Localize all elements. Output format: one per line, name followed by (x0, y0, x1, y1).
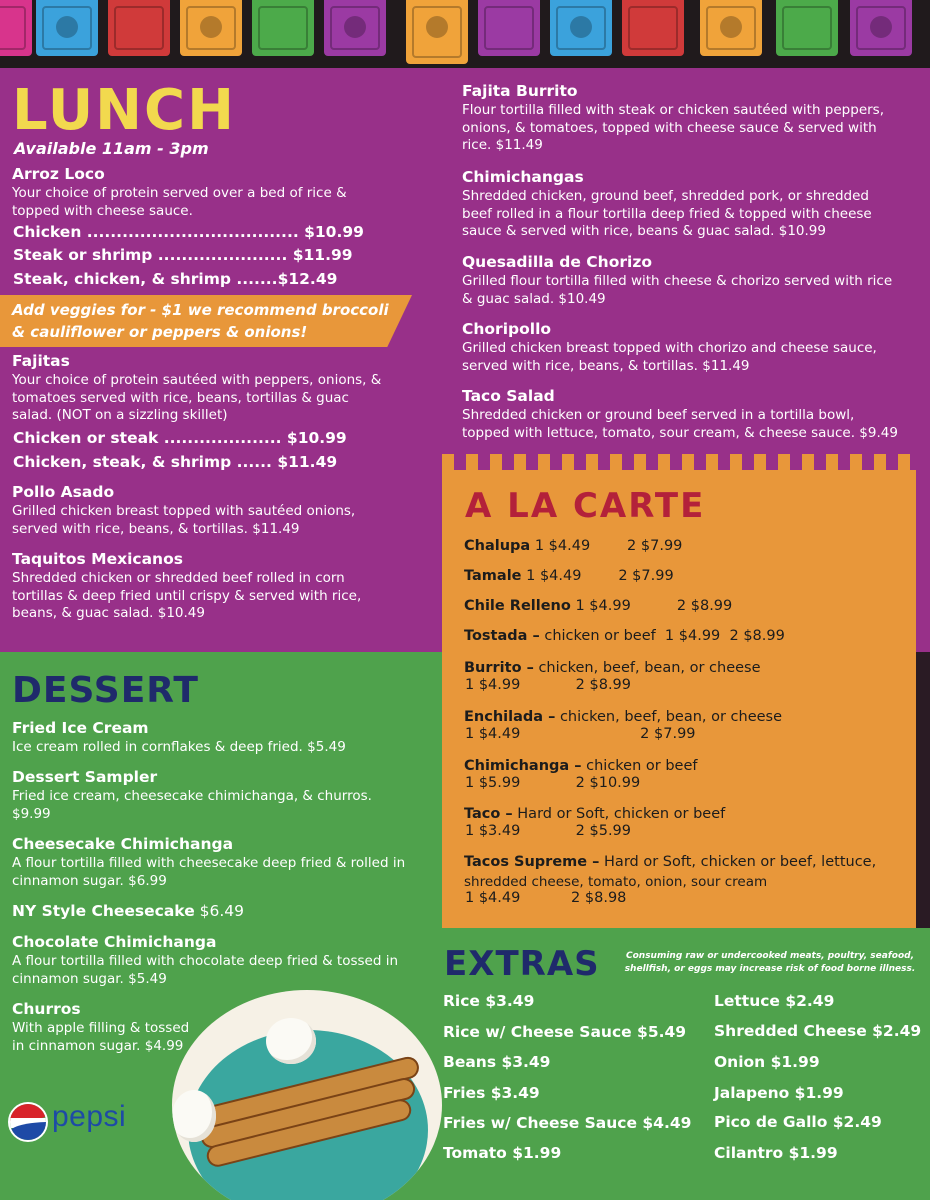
papel-flag (36, 0, 98, 56)
papel-flag (478, 0, 540, 56)
dessert-title: DESSERT (12, 670, 199, 711)
lunch-hours: Available 11am - 3pm (14, 139, 209, 158)
papel-flag (324, 0, 386, 56)
dessert-item-name: Fried Ice Cream (12, 719, 149, 737)
lunch-item-name: Taco Salad (462, 387, 555, 405)
arroz-loco-price: Steak or shrimp ...................... $11.99 (13, 246, 353, 264)
fajitas-price: Chicken, steak, & shrimp ...... $11.49 (13, 453, 338, 471)
taquitos-name: Taquitos Mexicanos (12, 550, 183, 568)
lunch-item-name: Choripollo (462, 320, 552, 338)
dessert-item-desc: A flour tortilla filled with chocolate deep fried & tossed in cinnamon sugar. $5.49 (12, 953, 399, 987)
carte-item-detail: chicken, beef, bean, or cheese (555, 709, 783, 725)
dessert-item-name: Cheesecake Chimichanga (12, 835, 234, 853)
fajitas-name: Fajitas (12, 352, 70, 370)
carte-item-name: Taco – (464, 806, 513, 822)
carte-item-prices: 1 $5.99 2 $10.99 (465, 775, 641, 791)
lunch-title: LUNCH (12, 78, 236, 143)
carte-item-prices: 1 $4.99 2 $8.99 (575, 598, 733, 614)
carte-item-detail: shredded cheese, tomato, onion, sour cream (464, 874, 768, 890)
lunch-item-name: Quesadilla de Chorizo (462, 253, 652, 271)
lunch-item-desc: Shredded chicken or ground beef served in a tortilla bowl, topped with lettuce, tomato, sour cream, & cheese sauce. $9.49 (462, 407, 898, 441)
carte-item (464, 628, 785, 644)
papel-flag (550, 0, 612, 56)
papel-flag (0, 0, 32, 56)
extra-item: Jalapeno $1.99 (714, 1084, 844, 1102)
carte-item (464, 854, 876, 870)
pollo-asado-name: Pollo Asado (12, 483, 115, 501)
papel-flag (700, 0, 762, 56)
papel-flag (252, 0, 314, 56)
dessert-item-name: Dessert Sampler (12, 768, 158, 786)
dessert-item-name: NY Style Cheesecake (12, 902, 195, 920)
carte-item (464, 806, 725, 822)
pepsi-wordmark: pepsi (52, 1100, 127, 1133)
dessert-item (12, 902, 244, 920)
carte-item-name: Burrito – (464, 660, 534, 676)
carte-item-prices: 1 $4.99 2 $8.99 (465, 677, 631, 693)
carte-item-prices: 1 $3.49 2 $5.99 (465, 823, 631, 839)
carte-item (464, 538, 682, 554)
extra-item: Fries w/ Cheese Sauce $4.49 (443, 1114, 692, 1132)
carte-item-name: Chile Relleno (464, 598, 571, 614)
fajitas-desc: Your choice of protein sautéed with peppers, onions, & tomatoes served with rice, beans, tortillas & guac salad. (NOT on a sizzling skillet) (12, 372, 382, 423)
papel-flag (776, 0, 838, 56)
carte-item (464, 758, 697, 774)
lunch-item-desc: Grilled flour tortilla filled with cheese & chorizo served with rice & guac salad. $10.49 (462, 273, 893, 307)
dessert-item-name: Chocolate Chimichanga (12, 933, 217, 951)
pollo-asado-desc: Grilled chicken breast topped with sautéed onions, served with rice, beans, & tortillas. $11.49 (12, 503, 356, 537)
extras-title: EXTRAS (444, 944, 600, 984)
lunch-item-desc: Grilled chicken breast topped with chorizo and cheese sauce, served with rice, beans, & tortillas. $11.49 (462, 340, 877, 374)
papel-flag (180, 0, 242, 56)
carte-item-prices: 1 $4.49 2 $7.99 (465, 726, 696, 742)
arroz-loco-name: Arroz Loco (12, 165, 105, 183)
extra-item: Fries $3.49 (443, 1084, 540, 1102)
extra-item: Rice w/ Cheese Sauce $5.49 (443, 1023, 687, 1041)
extra-item: Lettuce $2.49 (714, 992, 835, 1010)
pepsi-globe-icon (8, 1102, 48, 1142)
carte-item-detail: Hard or Soft, chicken or beef (512, 806, 726, 822)
dessert-item-desc: Fried ice cream, cheesecake chimichanga, & churros. $9.99 (12, 788, 372, 822)
carte-item (464, 709, 782, 725)
carte-item (464, 598, 732, 614)
lunch-item-name: Chimichangas (462, 168, 584, 186)
arroz-loco-desc: Your choice of protein served over a bed of rice & topped with cheese sauce. (12, 185, 347, 219)
lunch-item-desc: Flour tortilla filled with steak or chicken sautéed with peppers, onions, & tomatoes, topped with cheese sauce & served with rice. $11.49 (462, 102, 885, 153)
carte-item (464, 568, 674, 584)
papel-flag (406, 0, 468, 64)
veggies-note: Add veggies for - $1 we recommend broccoli & cauliflower or peppers & onions! (12, 301, 389, 341)
papel-flag (622, 0, 684, 56)
carte-item (464, 660, 761, 676)
carte-item-prices: 1 $4.49 2 $7.99 (526, 568, 674, 584)
carte-item-detail: Hard or Soft, chicken or beef, lettuce, (599, 854, 877, 870)
extra-item: Onion $1.99 (714, 1053, 820, 1071)
extra-item: Shredded Cheese $2.49 (714, 1022, 922, 1040)
dessert-item-price: $6.49 (194, 902, 245, 920)
food-safety-disclaimer: Consuming raw or undercooked meats, poultry, seafood, shellfish, or eggs may increase risk of food borne illness. (624, 951, 916, 974)
papel-flag (850, 0, 912, 56)
papel-picado-banner (0, 0, 930, 68)
carte-item-detail: chicken or beef (581, 758, 698, 774)
whipped-cream (172, 1090, 216, 1142)
carte-item-detail: chicken, beef, bean, or cheese (533, 660, 761, 676)
carte-item-name: Tacos Supreme – (464, 854, 600, 870)
pepsi-logo (8, 1100, 138, 1144)
carte-item-name: Tamale (464, 568, 522, 584)
dessert-item-desc: With apple filling & tossed in cinnamon sugar. $4.99 (12, 1020, 190, 1054)
carte-item-name: Tostada – (464, 628, 540, 644)
a-la-carte-title: A LA CARTE (465, 486, 706, 526)
carte-item-detail: chicken or beef 1 $4.99 2 $8.99 (539, 628, 785, 644)
extra-item: Tomato $1.99 (443, 1144, 562, 1162)
extra-item: Beans $3.49 (443, 1053, 551, 1071)
extra-item: Pico de Gallo $2.49 (714, 1113, 882, 1131)
arroz-loco-price: Steak, chicken, & shrimp .......$12.49 (13, 270, 338, 288)
carte-item-name: Chalupa (464, 538, 531, 554)
dessert-item-desc: Ice cream rolled in cornflakes & deep fried. $5.49 (12, 739, 346, 755)
carte-item-prices: 1 $4.49 2 $7.99 (534, 538, 683, 554)
taquitos-desc: Shredded chicken or shredded beef rolled in corn tortillas & deep fried until crispy & served with rice, beans, & guac salad. $10.49 (12, 570, 362, 621)
dessert-item-desc: A flour tortilla filled with cheesecake deep fried & rolled in cinnamon sugar. $6.99 (12, 855, 406, 889)
carte-item-name: Chimichanga – (464, 758, 582, 774)
whipped-cream (266, 1018, 316, 1064)
carte-item-name: Enchilada – (464, 709, 556, 725)
lunch-item-name: Fajita Burrito (462, 82, 578, 100)
lunch-item-desc: Shredded chicken, ground beef, shredded pork, or shredded beef rolled in a flour tortilla deep fried & topped with cheese sauce & served with rice, beans & guac salad. $10.99 (462, 188, 872, 239)
dessert-item-name: Churros (12, 1000, 81, 1018)
fajitas-price: Chicken or steak .................... $10.99 (13, 429, 347, 447)
carte-item-prices: 1 $4.49 2 $8.98 (465, 890, 627, 906)
extra-item: Rice $3.49 (443, 992, 535, 1010)
arroz-loco-price: Chicken .................................... $10.99 (13, 223, 364, 241)
papel-flag (108, 0, 170, 56)
extra-item: Cilantro $1.99 (714, 1144, 838, 1162)
